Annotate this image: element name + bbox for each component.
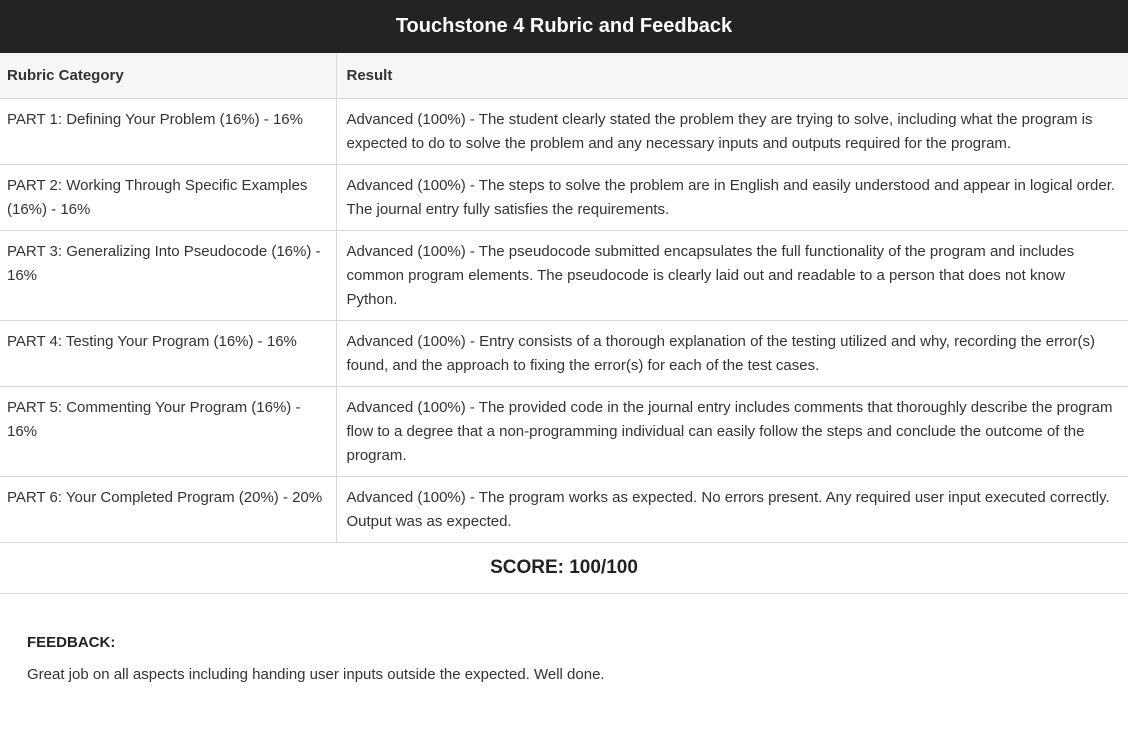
rubric-result-cell: Advanced (100%) - The program works as expected. No errors present. Any required user input executed correctly. Output was as expected. [336,477,1128,543]
table-row [0,99,1128,165]
rubric-category-cell: PART 6: Your Completed Program (20%) - 20% [0,477,336,543]
feedback-section [0,594,1128,683]
page-title: Touchstone 4 Rubric and Feedback [0,0,1128,53]
rubric-table [0,53,1128,543]
table-row [0,231,1128,321]
feedback-label: FEEDBACK: [27,634,116,651]
rubric-result-cell: Advanced (100%) - The student clearly stated the problem they are trying to solve, including what the program is expected to do to solve the problem and any necessary inputs and outputs required for the program. [336,99,1128,165]
rubric-result-cell: Advanced (100%) - The pseudocode submitted encapsulates the full functionality of the program and includes common program elements. The pseudocode is clearly laid out and readable to a person that does not know Python. [336,231,1128,321]
rubric-category-cell: PART 2: Working Through Specific Examples (16%) - 16% [0,165,336,231]
column-header-category: Rubric Category [0,53,336,99]
rubric-category-cell: PART 4: Testing Your Program (16%) - 16% [0,321,336,387]
table-row [0,387,1128,477]
rubric-category-cell: PART 5: Commenting Your Program (16%) - 16% [0,387,336,477]
table-row [0,477,1128,543]
table-row [0,321,1128,387]
rubric-result-cell: Advanced (100%) - The provided code in the journal entry includes comments that thoroughly describe the program flow to a degree that a non-programming individual can easily follow the steps and conclude the outcome of the program. [336,387,1128,477]
column-header-result: Result [336,53,1128,99]
feedback-text: Great job on all aspects including handing user inputs outside the expected. Well done. [27,666,605,683]
rubric-category-cell: PART 3: Generalizing Into Pseudocode (16%) - 16% [0,231,336,321]
rubric-category-cell: PART 1: Defining Your Problem (16%) - 16% [0,99,336,165]
score-summary: SCORE: 100/100 [0,543,1128,594]
rubric-result-cell: Advanced (100%) - The steps to solve the problem are in English and easily understood and appear in logical order. The journal entry fully satisfies the requirements. [336,165,1128,231]
table-header-row [0,53,1128,99]
table-row [0,165,1128,231]
rubric-result-cell: Advanced (100%) - Entry consists of a thorough explanation of the testing utilized and why, recording the error(s) found, and the approach to fixing the error(s) for each of the test cases. [336,321,1128,387]
